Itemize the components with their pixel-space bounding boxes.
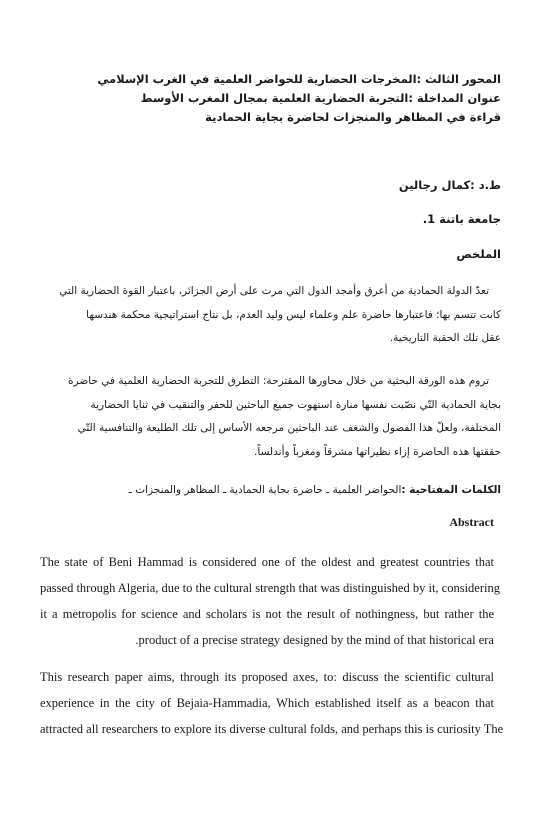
paper-title: عنوان المداخلة :التجربة الحضارية العلمية بمجال المغرب الأوسط [140, 91, 501, 105]
arabic-abstract-paragraph-2 [41, 370, 501, 464]
text-line: passed through Algeria, due to the cultural strength that was distinguished by it, considering [40, 581, 500, 595]
text-line: تعدّ الدولة الحمادية من أعرق وأمجد الدول التي مرت على أرض الجزائر، باعتبار القوة الحضارية التي [59, 285, 489, 297]
text-line: attracted all researchers to explore its diverse cultural folds, and perhaps this is curiosity The [40, 722, 504, 736]
text-line: it a metropolis for science and scholars is not the result of nothingness, but rather the [40, 607, 494, 621]
text-line: The state of Beni Hammad is considered one of the oldest and greatest countries that [40, 555, 494, 569]
text-line: كانت تتسم بها؛ فاعتبارها حاضرة علم وعلماء ليس وليد العدم، بل نتاج استراتيجية محكمة هندسها [86, 308, 501, 321]
paper-header [41, 70, 501, 127]
text-line: This research paper aims, through its proposed axes, to: discuss the scientific cultural [40, 670, 494, 684]
text-line: عقل تلك الحقبة التاريخية. [389, 332, 501, 344]
text-line: حققتها هذه الحاضرة إزاء نظيراتها مشرقاً ومغرباً وأندلساً. [254, 445, 501, 458]
text-line: .product of a precise strategy designed by the mind of that historical era [135, 633, 494, 647]
text-line: experience in the city of Bejaia-Hammadia, Which established itself as a beacon that [40, 696, 494, 710]
conference-axis: المحور الثالث :المخرجات الحضارية للحواضر العلمية في الغرب الإسلامي [97, 72, 501, 86]
author-affiliation: جامعة باتنة 1. [422, 212, 501, 226]
text-line: تروم هذه الورقة البحثية من خلال محاورها المقترحة: التطرق للتجربة الحضارية العلمية في حاضرة [68, 375, 489, 387]
english-abstract-paragraph-1 [40, 549, 500, 653]
author-name: ط.د :كمال رجالين [398, 178, 501, 192]
arabic-abstract-paragraph-1 [41, 280, 501, 351]
arabic-abstract-title: الملخص [456, 247, 501, 261]
english-abstract-paragraph-2 [40, 664, 504, 742]
text-line: المختلفة، ولعلّ هذا الفضول والشغف عند الباحثين مرجعه الأساس إلى تلك الطليعة والتنافسية التّي [77, 422, 501, 434]
keywords-label: الكلمات المفتاحية : [401, 484, 501, 496]
paper-subtitle: قراءة في المظاهر والمنجزات لحاضرة بجاية الحمادية [205, 110, 501, 124]
keywords-text: الحواضر العلمية ـ حاضرة بجاية الحمادية ـ المظاهر والمنجزات ـ [128, 484, 402, 496]
keywords [41, 484, 501, 496]
english-abstract-title: Abstract [449, 515, 494, 529]
text-line: بجاية الحمادية التّي نصّبت نفسها منارة استهوت جميع الباحثين للحفر والتنقيب في ثنايا الحضارية [90, 398, 501, 411]
